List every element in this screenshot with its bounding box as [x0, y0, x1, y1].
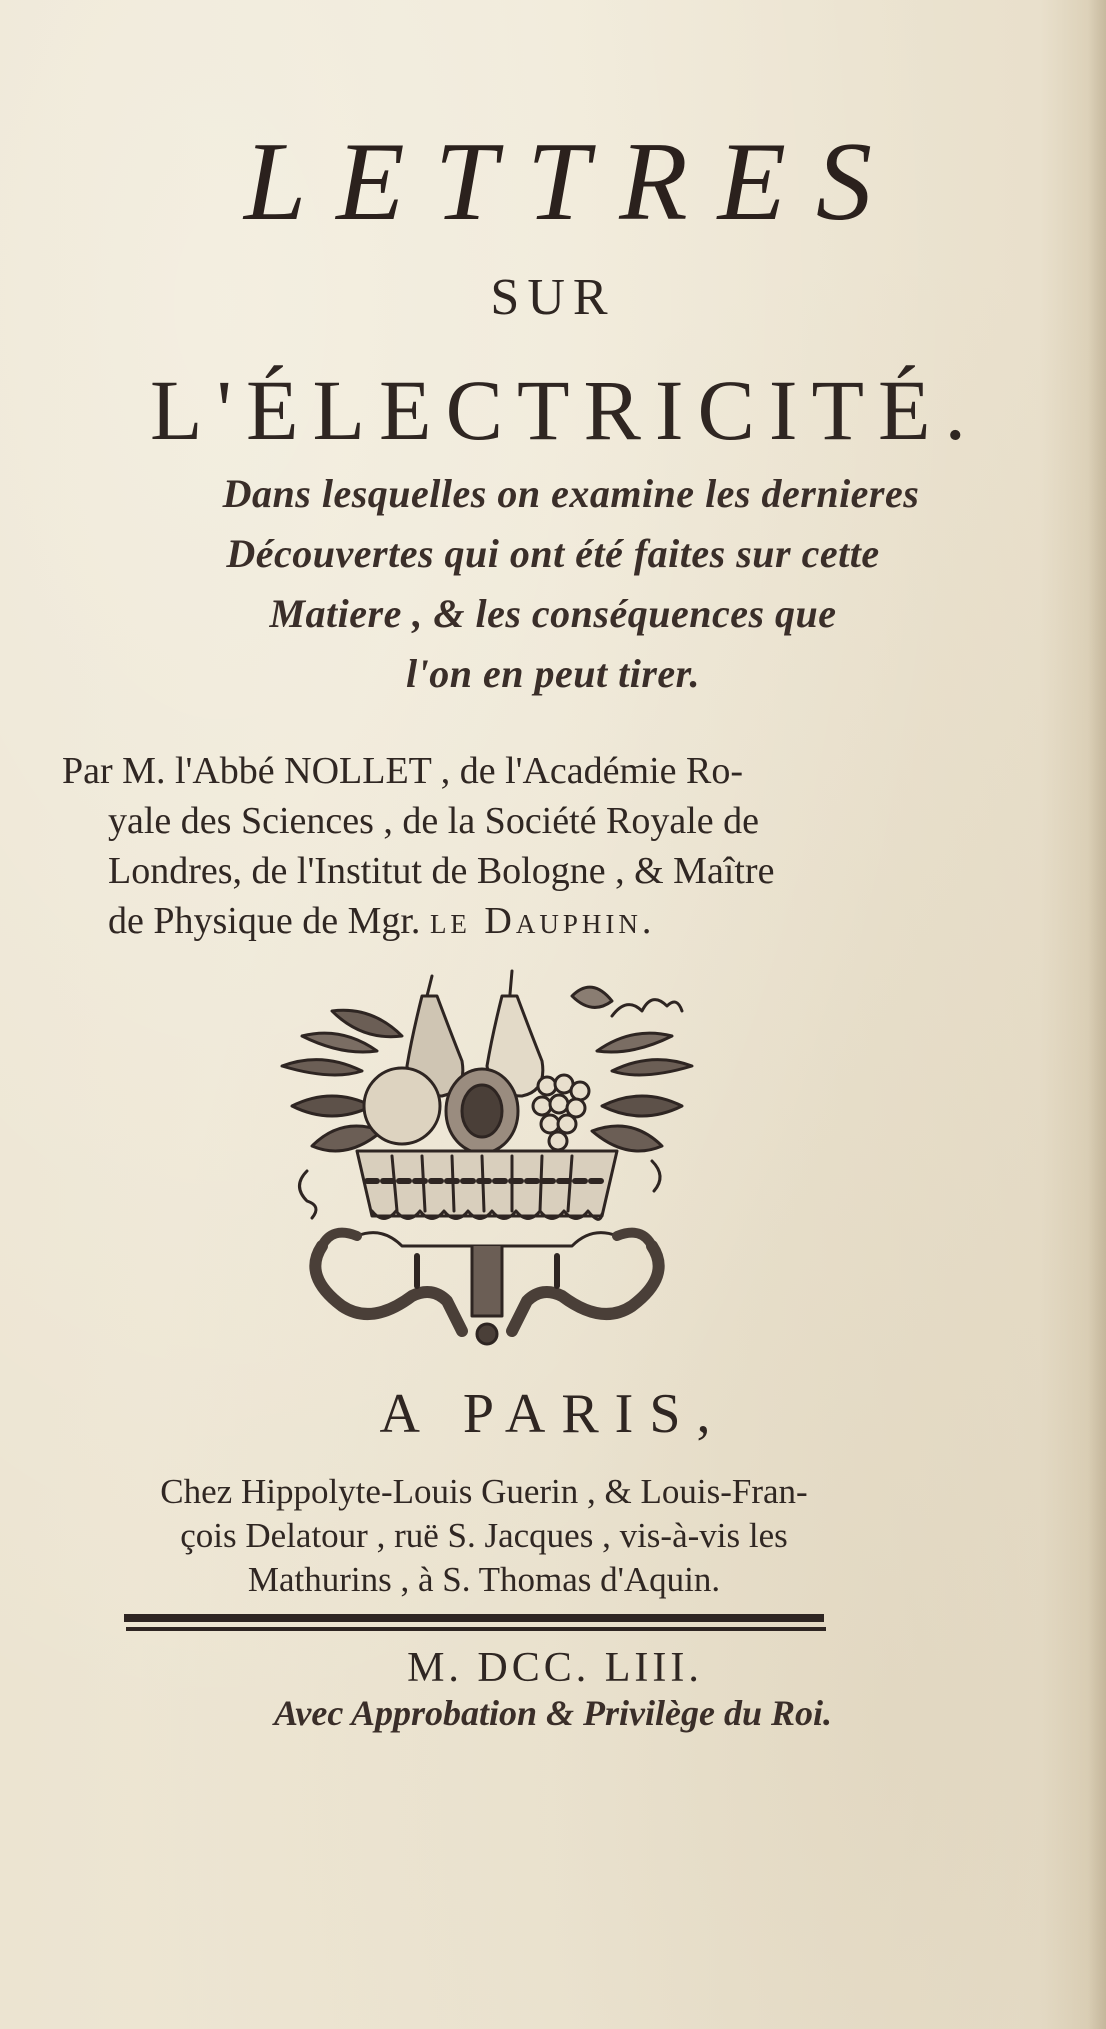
author-line-text: de Physique de Mgr. [108, 900, 421, 942]
double-rule-thin [126, 1627, 826, 1631]
title-connector: SUR [490, 269, 616, 326]
fruit-basket-ornament-icon [262, 956, 712, 1356]
imprint-city: A PARIS, [379, 1383, 727, 1445]
printer-line: çois Delatour , ruë S. Jacques , vis-à-vis les [180, 1516, 788, 1555]
book-subject: L'ÉLECTRICITÉ. [149, 362, 981, 458]
author-line: Londres, de l'Institut de Bologne , & Maître [108, 850, 775, 892]
author-line: Par M. l'Abbé NOLLET , de l'Académie Ro- [62, 750, 743, 792]
author-line [62, 896, 942, 946]
publication-year: M. DCC. LIII. [407, 1645, 703, 1691]
subtitle-line: Dans lesquelles on examine les dernieres [222, 471, 920, 516]
author-line: yale des Sciences , de la Société Royale de [108, 800, 760, 842]
book-title: LETTRES [243, 120, 903, 244]
dauphin-smallcaps: le Dauphin. [429, 900, 656, 942]
subtitle-line: Matiere , & les conséquences que [269, 591, 837, 636]
royal-privilege: Avec Approbation & Privilège du Roi. [274, 1693, 832, 1733]
subtitle-line: Découvertes qui ont été faites sur cette [226, 531, 880, 576]
printer-block [44, 1470, 924, 1602]
double-rule-thick [124, 1614, 824, 1622]
subtitle-line: l'on en peut tirer. [406, 651, 700, 696]
author-block [62, 746, 942, 946]
printer-line: Mathurins , à S. Thomas d'Aquin. [247, 1560, 721, 1599]
printer-line: Chez Hippolyte-Louis Guerin , & Louis-Fran- [160, 1472, 808, 1511]
